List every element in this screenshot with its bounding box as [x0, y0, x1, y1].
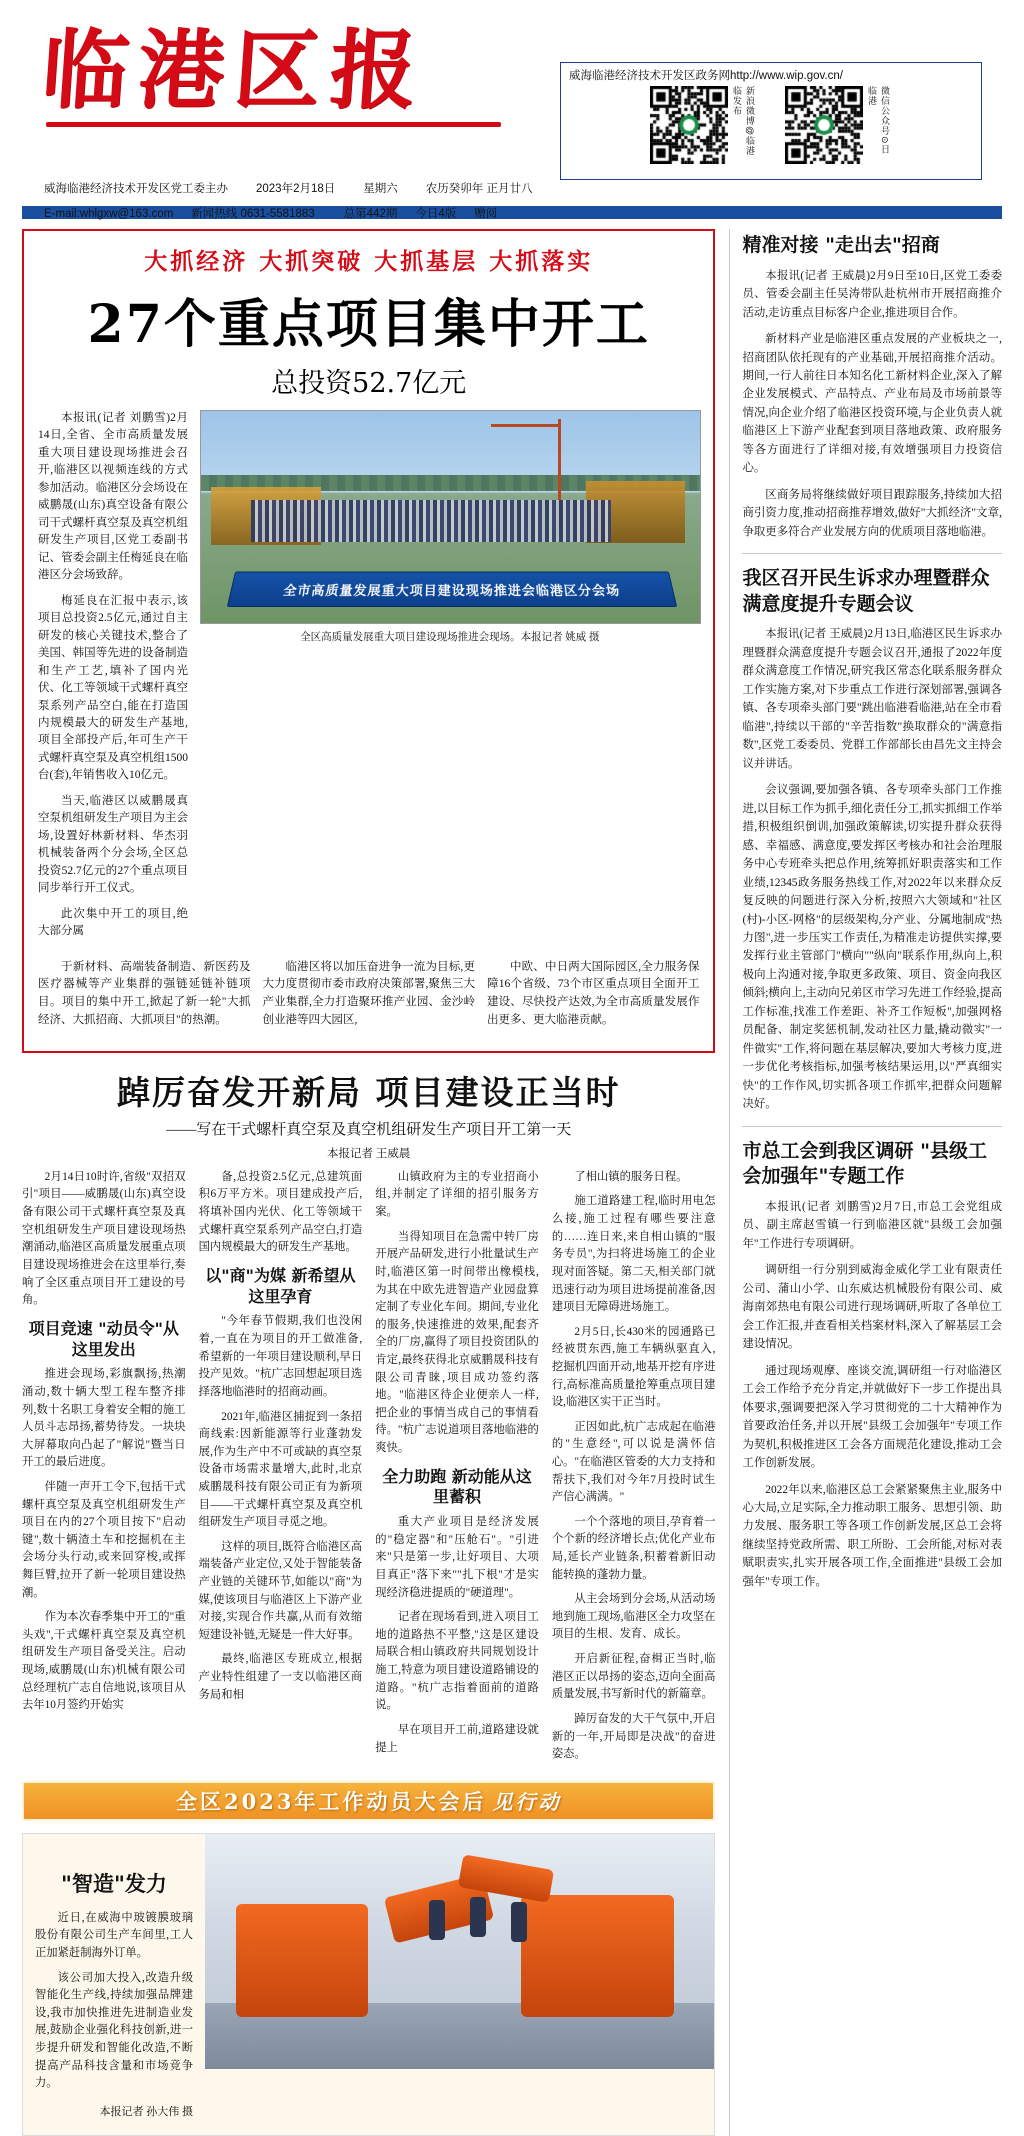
feature-sec-heading-1: 项目竞速 "动员令"从这里发出	[28, 1318, 179, 1359]
lead-para-3: 当天,临港区以威鹏晟真空泵机组研发生产项目为主会场,设置好林新材料、华杰羽机械装备两个分会场,全区总投资52.7亿元的27个重点项目同步举行开工仪式。	[38, 794, 188, 895]
wechat-qr-code[interactable]	[785, 86, 863, 164]
factory-photo	[205, 1834, 714, 2069]
feature-sec-heading-2: 以"商"为媒 新希望从这里孕育	[205, 1265, 356, 1306]
logo-underline	[46, 122, 501, 127]
conference-photo	[200, 410, 701, 624]
weibo-qr-caption: 新浪微博@临港临发布	[732, 85, 755, 157]
lead-para-2: 梅延良在汇报中表示,该项目总投资2.5亿元,通过自主研发的核心关键技术,整合了美国、韩国等先进的设备制造和生产工艺,填补了国内光伏、化工等领域干式螺杆真空泵系列产品空白,能在打造国内规模最大的研发生产基地,项目全部投产后,年可生产干式螺杆真空泵及真空机组1500台(套),年销售收入10亿元。	[38, 594, 188, 782]
feature-col-2: 备,总投资2.5亿元,总建筑面积6万平方米。项目建成投产后,将填补国内光伏、化工等领域干式螺杆真空泵系列产品空白,打造国内规模最大的研发生产基地。 以"商"为媒 新希望从这里孕育 "今年春节假期,我们也没闲着,一直在为项目的开工做准备,希望新的一年项目建设顺利,早日投产见效。"杭广志回想起项目选择落地临港时的招商动画。 2021年,临港区捕捉到一条招商线索:因新能源等行业蓬勃发展,作为生产中不可或缺的真空泵设备市场需求量增大,此时,北京威鹏晟科技有限公司正有为新项目——干式螺杆真空泵及真空机组研发生产项目寻觅之地。 这样的项目,既符合临港区高端装备产业定位,又处于智能装备产业链的关键环节,如能以"商"为媒,使该项目与临港区上下游产业对接,实现合作共赢,从而有效缩短建设补链,无疑是一件大好事。 最终,临港区专班成立,根据产业特性组建了一支以临港区商务局和相	[198, 1170, 363, 1701]
bottom-feature	[22, 1833, 715, 2136]
lead-story	[22, 229, 715, 1053]
bottom-feature-text: "智造"发力 近日,在威海中玻镀膜玻璃股份有限公司生产车间里,工人正加紧赶制海外订单。 该公司加大投入,改造升级智能化生产线,持续加强品牌建设,我市加快推进先进制造业发展,鼓励企业强化科技创新,进一步提升研发和智能化改造,不断提高产品科技含量和市场竞争力。 本报记者 孙大伟 摄	[23, 1834, 205, 2135]
feature-col-3: 山镇政府为主的专业招商小组,并制定了详细的招引服务方案。 当得知项目在急需中转厂房开展产品研发,进行小批量试生产时,临港区第一时间带出橡模栈,为其在中欧先进智造产业园盘算定制了专业化车间。期间,专业化的服务,快速推进的效果,配套齐全的厂房,赢得了项目投资团队的肯定,最终获得北京威鹏晟科技有限公司青睐,项目成功签约落地。"临港区待企业便亲人一样,把企业的事情当成自己的事情看待。"杭广志说道项目落地临港的爽快。 全力助跑 新动能从这里蓄积 重大产业项目是经济发展的"稳定器"和"压舱石"。"引进来"只是第一步,让好项目、大项目真正"落下来""扎下根"才是实现经济稳进提质的"硬道理"。 记者在现场看到,进入项目工地的道路热不平整,"这是区建设局联合相山镇政府共同规划设计施工,特意为项目建设道路铺设的道路。"杭广志指着面前的道路说。 早在项目开工前,道路建设就提上	[375, 1170, 539, 1754]
sidebar-article-1-heading: 精准对接 "走出去"招商	[742, 234, 940, 256]
lead-photo-block	[200, 410, 699, 949]
sidebar-article-1: 精准对接 "走出去"招商 本报讯(记者 王威晨)2月9日至10日,区党工委委员、管委会副主任吴涛带队赴杭州市开展招商推介活动,走访重点目标客户企业,推进项目合作。 新材料产业是临港区重点发展的产业板块之一,招商团队依托现有的产业基础,开展招商推介活动。期间,一行人前往日本知名化工新材料企业,深入了解企业发展模式、产品特点、产业布局及市场前景等情况,向企业介绍了临港区投资环境,与企业负责人就临港区上下游产业配套到项目落地政策、政府服务等各方面进行了详细对接,有效增强项目力投资信心。 区商务局将继续做好项目跟踪服务,持续加大招商引资力度,推动招商推荐增效,做好"大抓经济"文章,争取更多符合产业发展方向的优质项目落地临港。	[742, 234, 1002, 538]
campaign-slogan: 大抓经济 大抓突破 大抓基层 大抓落实	[144, 248, 594, 275]
free-label: 赠阅	[474, 208, 498, 220]
sidebar-article-3-heading: 市总工会到我区调研 "县级工会加强年"专题工作	[742, 1139, 987, 1188]
sidebar-column	[729, 229, 1002, 2136]
ribbon-text: 全区2023年工作动员大会后	[176, 1788, 487, 1814]
qr-panel	[560, 62, 982, 180]
lead-subheadline: 总投资52.7亿元	[271, 368, 467, 399]
email-text: E-mail:whlgxw@163.com	[44, 208, 174, 220]
feature-title: 踔厉奋发开新局 项目建设正当时	[116, 1072, 621, 1112]
feature-col-1: 2月14日10时许,省级"双招双引"项目——威鹏晟(山东)真空设备有限公司干式螺杆真空泵及真空机组研发生产项目建设现场热潮涌动,临港区高质量发展重点项目建设现场推进会在这里举行,奏响了全区重点项目开工建设的号角。 项目竞速 "动员令"从这里发出 推进会现场,彩旗飘扬,热潮涌动,数十辆大型工程车整齐排列,数十名职工身着安全帽的施工人员斗志昂扬,蓄势待发。一块块大屏幕取向凸起了"解说"暨当日开工的最后进度。 伴随一声开工令下,包括干式螺杆真空泵及真空机组研发生产项目在内的27个项目按下"启动键",数十辆渣土车和挖掘机在主会场分头行动,或来回穿梭,或挥舞巨臂,拉开了新一轮项目建设热潮。 作为本次春季集中开工的"重头戏",干式螺杆真空泵及真空机组研发生产项目备受关注。启动现场,威鹏晟(山东)机械有限公司总经理杭广志自信地说,该项目从去年10月签约开始实	[22, 1170, 186, 1712]
issue-date: 2023年2月18日	[256, 183, 336, 195]
main-content	[22, 229, 715, 2136]
campaign-ribbon	[22, 1781, 715, 1821]
masthead	[22, 0, 1002, 220]
feature-sec-heading-3: 全力助跑 新动能从这里蓄积	[382, 1466, 532, 1507]
newspaper-logo	[38, 20, 501, 127]
lead-col-3: 中欧、中日两大国际园区,全力服务保障16个省级、73个市区重点项目全面开工建设、尽快投产达效,为全市高质量发展作出更多、更大临港贡献。	[486, 960, 700, 1027]
bottom-feature-byline: 本报记者 孙大伟 摄	[99, 2105, 193, 2118]
feature-subtitle: ——写在干式螺杆真空泵及真空机组研发生产项目开工第一天	[166, 1121, 572, 1138]
feature-story-header	[22, 1067, 715, 1161]
issue-number: 总第442期	[333, 205, 398, 221]
bottom-feature-title: "智造"发力	[61, 1870, 167, 1896]
page-count: 今日4版	[415, 208, 457, 220]
lead-para-4: 此次集中开工的项目,绝大部分属	[38, 907, 188, 938]
photo-caption: 全区高质量发展重大项目建设现场推进会现场。本报记者 姚威 摄	[300, 632, 600, 643]
lead-intro-text	[38, 410, 188, 949]
ribbon-cursive-text: 见行动	[492, 1790, 562, 1815]
photo-banner-text: 全市高质量发展重大项目建设现场推进会临港区分会场	[282, 582, 622, 598]
lead-col-1: 于新材料、高端装备制造、新医药及医疗器械等产业集群的强链延链补链项目。项目的集中开工,掀起了新一轮"大抓经济、大抓招商、大抓项目"的热潮。	[38, 960, 251, 1027]
sidebar-article-2: 我区召开民生诉求办理暨群众满意度提升专题会议 本报讯(记者 王威晨)2月13日,临港区民生诉求办理暨群众满意度提升专题会议召开,通报了2022年度群众满意度工作情况,研究我区常态化联系服务群众工作实施方案,对下步重点工作进行深划部署,强调各镇、各专项牵头部门要"跳出临港看临港,站在全市看临港",持续以干部的"辛苦指数"换取群众的"满意指数",区党工委委员、党群工作部部长由昌先文主持会议并讲话。 会议强调,要加强各镇、各专项牵头部门工作推进,以目标工作为抓手,细化责任分工,抓实抓细工作举措,积极组织倒训,加强政策解读,切实提升群众获得感、幸福感、满意度,要发挥区考核办和社会治理服务中心专班牵头把总作用,统筹抓好职责落实和工作业绩,12345政务服务热线工作,对2022年以来群众反复反映的问题进行深入分析,按照六大领域和"社区(村)-小区-网格"的层级架构,分产业、分属地制成"热力图",进一步压实工作责任,为精准走访提供实撑,要发挥行业主管部门"横向""纵向"联系作用,纵向上,积极向上沟通对接,争取更多政策、项目、资金向我区倾斜;横向上,主动向兄弟区市学习先进工作经验,提高工作标准,找准工作差距、补齐工作短板",加强网格员配备、制定奖惩机制,发动社区力量,撬动微实"一件微实"工作,将问题在基层解决,要加大考核力度,进一步优化考核指标,加强考核结果运用,以"严真细实快"的工作作风,切实抓各项工作抓牢,把群众问题解决好。	[742, 567, 1002, 1111]
feature-byline: 本报记者 王威晨	[327, 1147, 411, 1160]
wechat-qr-caption: 微信公众号⊙日临港	[867, 85, 890, 155]
sidebar-article-3: 市总工会到我区调研 "县级工会加强年"专题工作 本报讯(记者 刘鹏雪)2月7日,市总工会党组成员、副主席赵雪镇一行到临港区就"县级工会加强年"工作进行专项调研。 调研组一行分别到威海金威化学工业有限责任公司、蒲山小学、山东威达机械股份有限公司、威海南郊热电有限公司进行现场调研,听取了各单位工会工作汇报,并查看相关档案材料,深入了解基层工会建设情况。 通过现场观摩、座谈交流,调研组一行对临港区工会工作给予充分肯定,并就做好下一步工作提出具体要求,强调要把深入学习贯彻党的二十大精神作为首要政治任务,并以开展"县级工会加强年"专项工作为契机,积极推进区工会各方面规范化建设,推动工会工作创新发展。 2022年以来,临港区总工会紧紧聚焦主业,服务中心大局,立足实际,全力推动职工服务、思想引领、助力发展、服务职工等各项工作创新发展,区总工会将继续坚持党政所需、职工所盼、工会所能,对标对表赋职责实,扎实开展各项工作,全面推进"县级工会加强年"专项工作。	[742, 1139, 1002, 1588]
lead-col-2: 临港区将以加压奋进争一流为目标,更大力度贯彻市委市政府决策部署,聚焦三大产业集群,全力打造聚环推产业园、金沙岭创业港等四大园区,	[262, 960, 475, 1027]
sidebar-divider-2	[742, 1126, 1002, 1127]
hotline-text: 新闻热线 0631-5581883	[191, 208, 315, 220]
feature-col-4: 了相山镇的服务日程。 施工道路建工程,临时用电怎么接,施工过程有哪些要注意的……连日来,来自相山镇的"服务专员",为扫将进场施工的企业现对面答疑。第二天,相关部门就迅速行动为项目进场提前准备,因建项目无障碍进场施工。 2月5日,长430米的园通路已经被贯东西,施工车辆纵驱直入,挖掘机四面开动,地基开挖有序进行,高标准高质量抢筹重点项目建设,临港区实干正当时。 正因如此,杭广志成起在临港的"生意经",可以说是满怀信心。"在临港区管委的大力支持和帮扶下,我们对今年7月投时试生产信心满满。" 一个个落地的项目,孕育着一个个新的经济增长点;优化产业布局,延长产业链条,积蓄着新旧动能转换的蓬勃力量。 从主会场到分会场,从活动场地到施工现场,临港区全力攻坚在项目的生根、发育、成长。 开启新征程,奋楫正当时,临港区正以昂扬的姿态,迈向全面高质量发展,书写新时代的新篇章。 踔厉奋发的大干气氛中,开启新的一年,开局即是决战"的奋进姿态。	[551, 1170, 716, 1761]
lead-headline: 27个重点项目集中开工	[87, 294, 650, 355]
newspaper-title: 临港区报	[38, 20, 430, 121]
lead-para-1: 本报讯(记者 刘鹏雪)2月14日,全省、全市高质量发展重大项目建设现场推进会召开,临港区以视频连线的方式参加活动。临港区分会场设在威鹏晟(山东)真空设备有限公司干式螺杆真空泵及真空机组研发生产项目,区党工委副书记、管委会副主任梅延良在临港区分会场致辞。	[38, 412, 188, 582]
sponsor-text: 威海临港经济技术开发区党工委主办	[44, 183, 228, 195]
sidebar-article-2-heading: 我区召开民生诉求办理暨群众满意度提升专题会议	[742, 567, 990, 615]
weibo-qr-code[interactable]	[650, 86, 728, 164]
lead-columns	[38, 959, 699, 1037]
weekday: 星期六	[363, 183, 398, 195]
lunar-date: 农历癸卯年 正月廿八	[425, 183, 533, 195]
sidebar-divider-1	[742, 553, 1002, 554]
gov-website-url: 威海临港经济技术开发区政务网http://www.wip.gov.cn/	[569, 70, 843, 82]
masthead-meta	[44, 180, 604, 221]
feature-columns	[22, 1169, 715, 1771]
